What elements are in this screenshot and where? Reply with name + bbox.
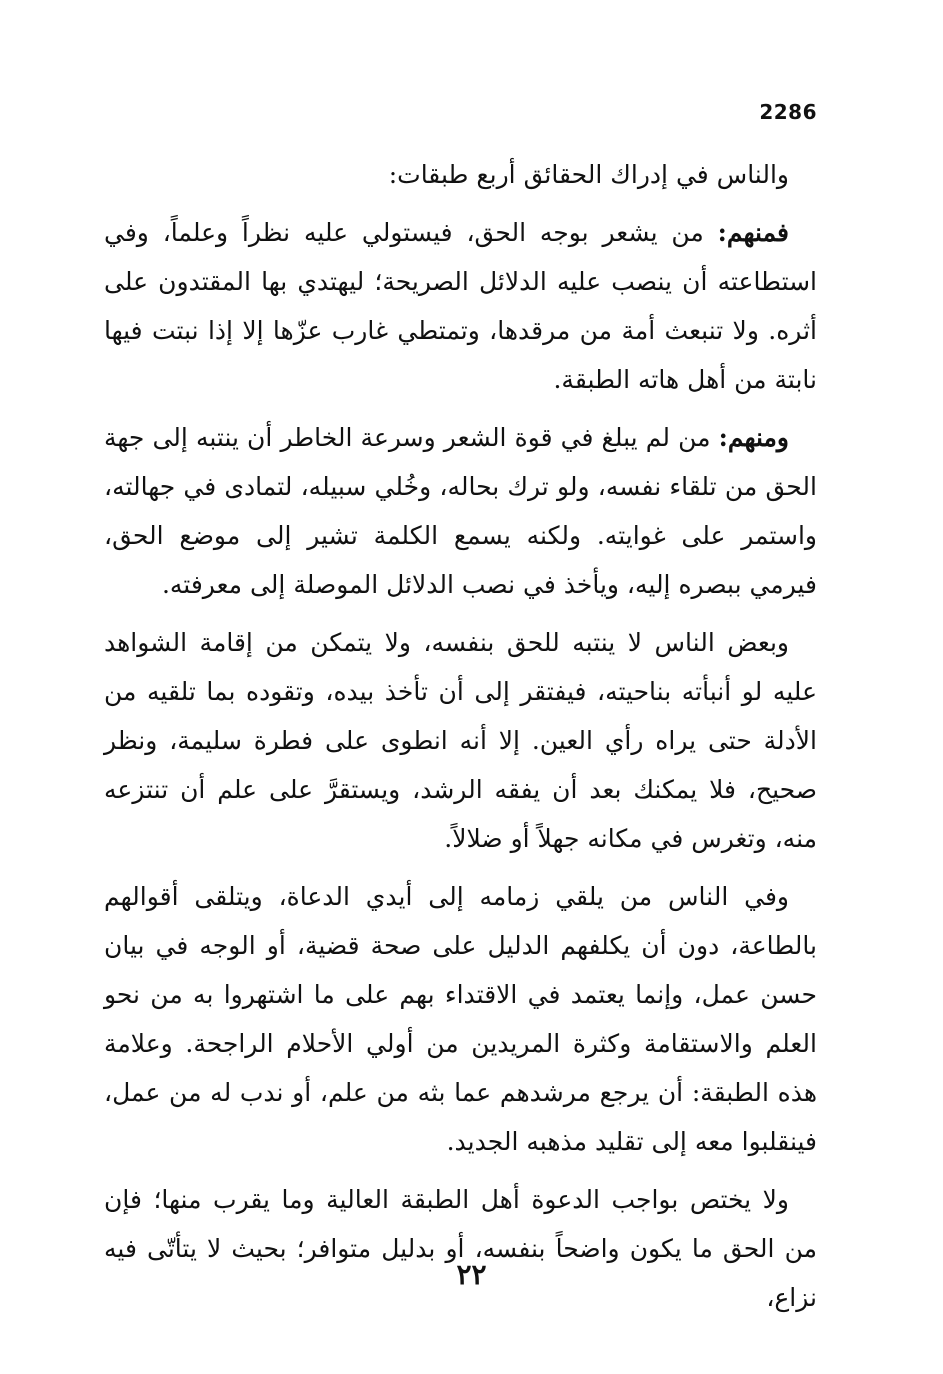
paragraph [104, 618, 817, 863]
paragraph-text: والناس في إدراك الحقائق أربع طبقات: [388, 160, 789, 189]
paragraph [104, 208, 817, 404]
paragraph [104, 872, 817, 1166]
page-body [104, 150, 817, 1331]
page-number: ٢٢ [456, 1258, 487, 1291]
paragraph-text: وفي الناس من يلقي زمامه إلى أيدي الدعاة، ويتلقى أقوالهم بالطاعة، دون أن يكلفهم الدليل على صحة قضية، أو الوجه في بيان حسن عمل، وإنما يعتمد في الاقتداء بهم على ما اشتهروا به من نحو العلم والاستقامة وكثرة المريدين من أولي الأحلام الراجحة. وعلامة هذه الطبقة: أن يرجع مرشدهم عما بثه من علم، أو ندب له من عمل، فينقلبوا معه إلى تقليد مذهبه الجديد. [104, 882, 817, 1156]
paragraph [104, 150, 817, 199]
paragraph [104, 1175, 817, 1322]
paragraph-text: من لم يبلغ في قوة الشعر وسرعة الخاطر أن ينتبه إلى جهة الحق من تلقاء نفسه، ولو ترك بحاله، وخُلي سبيله، لتمادى في جهالته، واستمر على غوايته. ولكنه يسمع الكلمة تشير إلى موضع الحق، فيرمي ببصره إليه، ويأخذ في نصب الدلائل الموصلة إلى معرفته. [104, 423, 818, 599]
paragraph-text: وبعض الناس لا ينتبه للحق بنفسه، ولا يتمكن من إقامة الشواهد عليه لو أنبأته بناحيته، فيفتقر إلى أن تأخذ بيده، وتقوده بما تلقيه من الأدلة حتى يراه رأي العين. إلا أنه انطوى على فطرة سليمة، ونظر صحيح، فلا يمكنك بعد أن يفقه الرشد، ويستقرَّ على علم أن تنتزعه منه، وتغرس في مكانه جهلاً أو ضلالاً. [104, 628, 817, 853]
paragraph-text: ولا يختص بواجب الدعوة أهل الطبقة العالية وما يقرب منها؛ فإن من الحق ما يكون واضحاً بنفسه، أو بدليل متوافر؛ بحيث لا يتأتّى فيه نزاع، [104, 1185, 817, 1312]
paragraph [104, 413, 817, 609]
document-number: 2286 [759, 100, 817, 124]
paragraph-lead: فمنهم: [717, 218, 789, 247]
paragraph-text: من يشعر بوجه الحق، فيستولي عليه نظراً وعلماً، وفي استطاعته أن ينصب عليه الدلائل الصريحة؛ ليهتدي بها المقتدون على أثره. ولا تنبعث أمة من مرقدها، وتمتطي غارب عزّها إلا إذا نبتت فيها نابتة من أهل هاته الطبقة. [104, 218, 817, 394]
paragraph-lead: ومنهم: [718, 423, 789, 452]
